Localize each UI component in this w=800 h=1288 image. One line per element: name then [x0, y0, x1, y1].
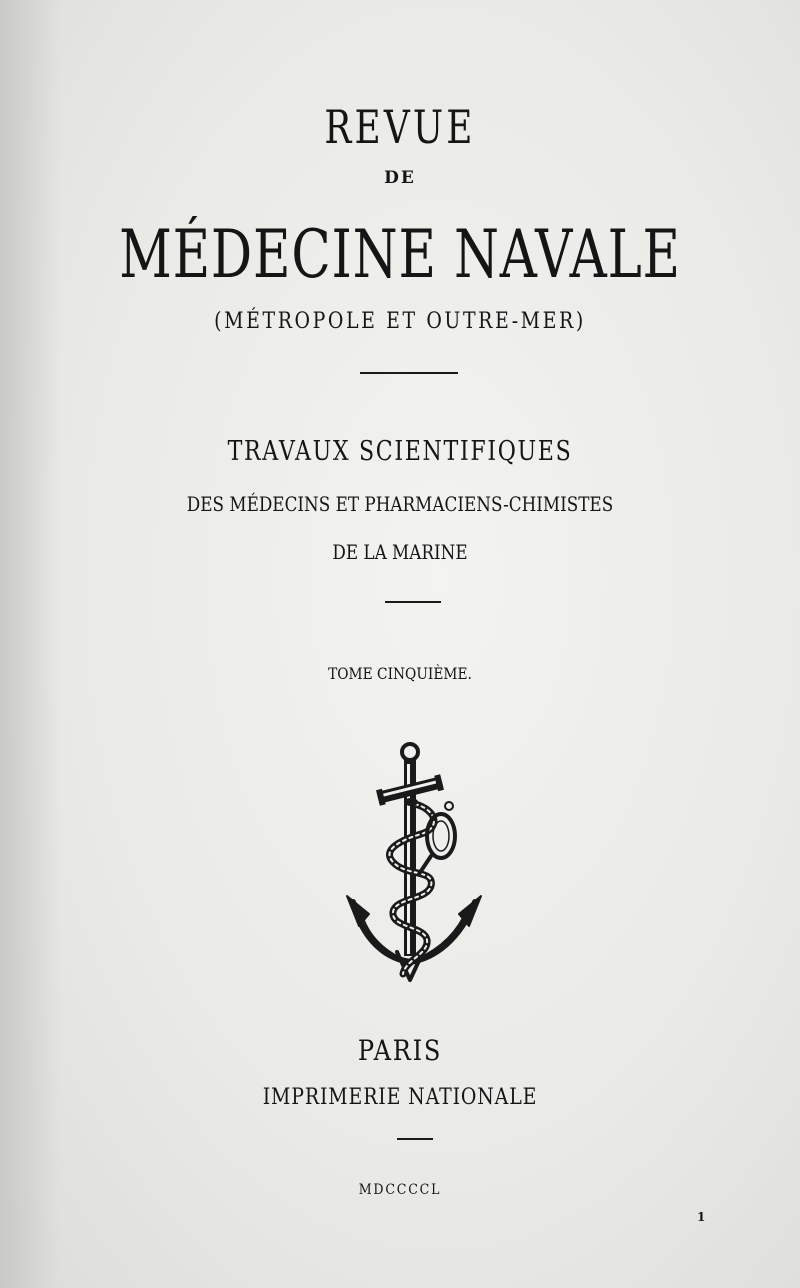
journal-title-revue: REVUE	[324, 100, 476, 154]
imprint-printer: IMPRIMERIE NATIONALE	[262, 1085, 538, 1110]
signature-mark: 1	[697, 1210, 706, 1224]
volume-label: TOME CINQUIÈME.	[328, 664, 472, 683]
page-shadow	[0, 0, 60, 1288]
section-heading: TRAVAUX SCIENTIFIQUES	[227, 436, 573, 467]
divider-rule	[360, 372, 458, 374]
journal-subtitle: (MÉTROPOLE ET OUTRE-MER)	[214, 309, 586, 334]
journal-title-de: DE	[384, 168, 416, 188]
section-subheading-2: DE LA MARINE	[332, 540, 468, 564]
divider-rule	[385, 601, 441, 603]
section-subheading: DES MÉDECINS ET PHARMACIENS-CHIMISTES	[186, 492, 614, 516]
imprint-year: MDCCCCL	[358, 1182, 442, 1198]
imprint-city: PARIS	[357, 1034, 443, 1067]
divider-rule	[397, 1138, 433, 1140]
anchor-caduceus-icon	[345, 740, 485, 988]
journal-title-main: MÉDECINE NAVALE	[119, 216, 681, 293]
